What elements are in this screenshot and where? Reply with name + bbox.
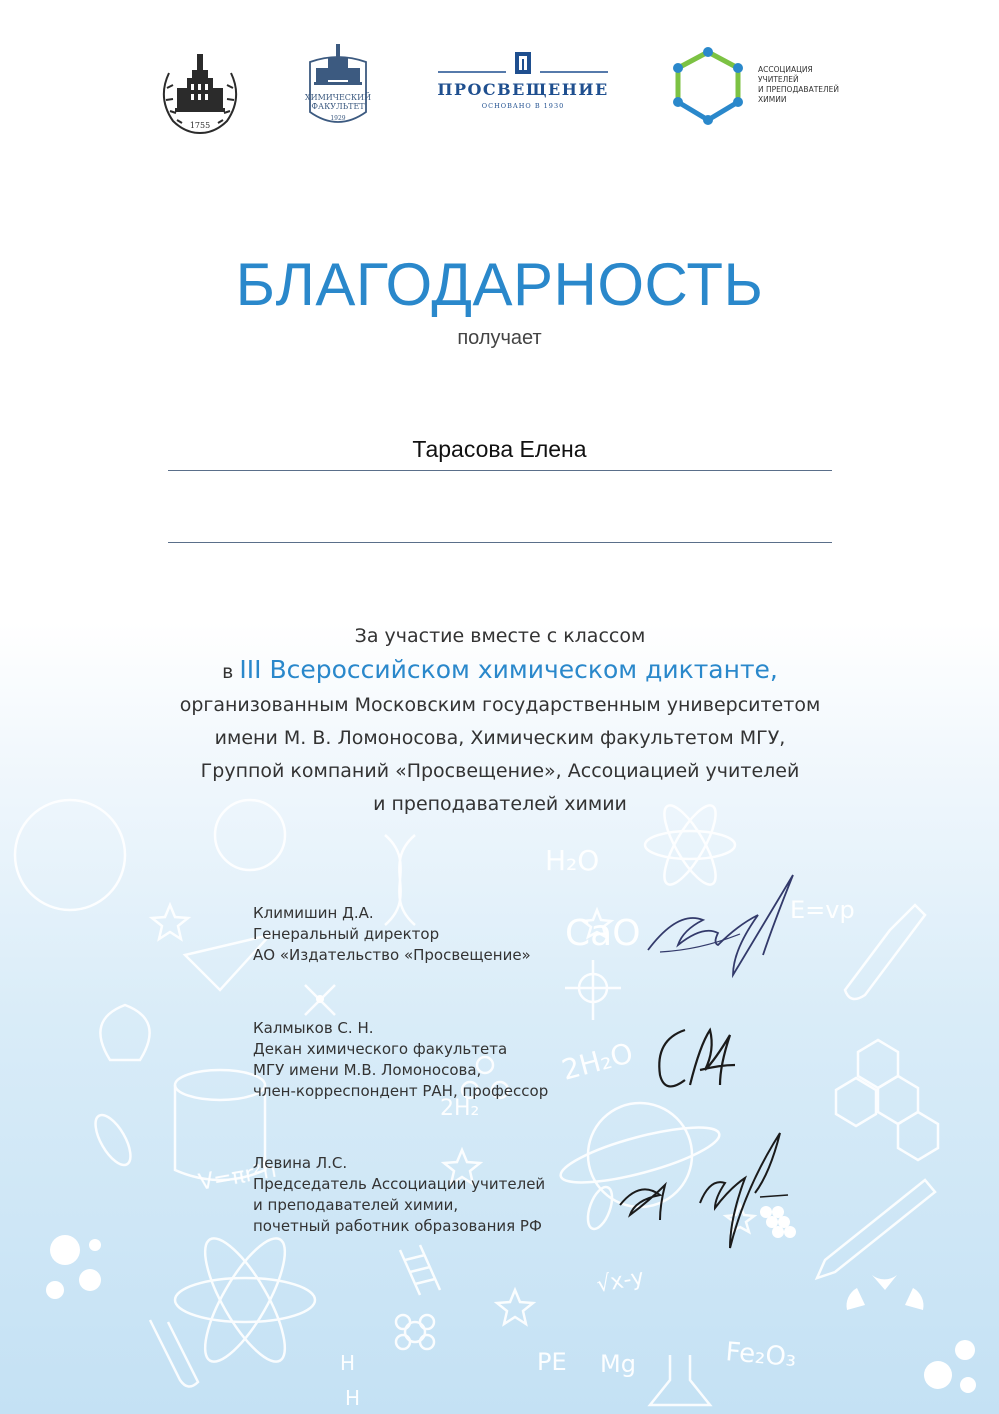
test-tube-icon — [150, 1320, 198, 1387]
flower-icon — [405, 1322, 425, 1342]
cylinder-icon — [175, 1085, 265, 1180]
assoc-line3: И ПРЕПОДАВАТЕЛЕЙ — [758, 85, 840, 94]
doodle-text: 2H₂O — [558, 1036, 637, 1087]
signatory-name: Левина Л.С. — [253, 1154, 348, 1172]
signatory-role: почетный работник образования РФ — [253, 1217, 542, 1235]
signatory-kalmykov — [253, 1018, 548, 1102]
doodle-text: PE — [537, 1348, 567, 1376]
reason-line: Группой компаний «Просвещение», Ассоциацией учителей — [200, 760, 800, 782]
recipient-name: Тарасова Елена — [412, 436, 587, 462]
chemfac-line1: ХИМИЧЕСКИЙ — [304, 93, 372, 102]
signatory-role: и преподавателей химии, — [253, 1196, 459, 1214]
signatory-role: Декан химического факультета — [253, 1040, 508, 1058]
reason-line: За участие вместе с классом — [354, 625, 646, 647]
reason-text — [100, 620, 900, 821]
chemfac-line2: ФАКУЛЬТЕТ — [311, 102, 365, 111]
signatory-role: Председатель Ассоциации учителей — [253, 1175, 546, 1193]
bacteria-icon — [89, 1110, 138, 1170]
pencil-icon — [817, 1180, 935, 1278]
prosv-sub: ОСНОВАНО В 1930 — [481, 102, 565, 110]
logos-row — [0, 40, 999, 135]
star-icon — [152, 905, 188, 939]
plus-icon — [305, 985, 335, 1015]
chemfac-year: 1929 — [330, 115, 346, 122]
lightbulb-icon — [100, 1005, 149, 1060]
signatory-levina — [253, 1153, 545, 1237]
signatory-role: Генеральный директор — [253, 925, 440, 943]
doodle-text: 2H₂ — [440, 1096, 480, 1121]
signature-kalmykov-icon — [650, 1010, 750, 1110]
recipient-underline — [168, 470, 832, 471]
msu-year: 1755 — [189, 121, 211, 130]
test-tube-icon — [845, 905, 925, 999]
certificate-subtitle: получает — [457, 327, 542, 349]
doodle-text: Fe₂O₃ — [724, 1337, 798, 1374]
chemfac-logo-icon — [302, 42, 374, 130]
bacteria-icon — [583, 1184, 617, 1232]
association-logo-icon — [670, 44, 850, 128]
reason-line-highlight — [100, 653, 900, 689]
signatory-name: Калмыков С. Н. — [253, 1019, 374, 1037]
prosveshchenie-logo-icon — [436, 48, 610, 112]
signatory-role: член-корреспондент РАН, профессор — [253, 1082, 549, 1100]
reason-line: имени М. В. Ломоносова, Химическим факультетом МГУ, — [214, 727, 786, 749]
signatory-role: МГУ имени М.В. Ломоносова, — [253, 1061, 482, 1079]
msu-logo-icon — [157, 48, 243, 134]
doodle-text: H — [345, 1386, 361, 1410]
reason-line: и преподавателей химии — [373, 793, 627, 815]
doodle-text: E=vp — [790, 896, 855, 924]
reason-preposition: в — [222, 661, 234, 683]
signatory-klimishin — [253, 903, 531, 966]
hexagon-molecule-icon — [836, 1040, 938, 1160]
reason-line: организованным Московским государственным университетом — [179, 694, 821, 716]
star-icon — [726, 1205, 754, 1232]
radiation-icon — [847, 1275, 924, 1310]
doodle-text: H — [340, 1351, 356, 1375]
prosv-name: ПРОСВЕЩЕНИЕ — [437, 80, 609, 99]
assoc-line2: УЧИТЕЛЕЙ — [758, 75, 799, 84]
assoc-line1: АССОЦИАЦИЯ — [758, 65, 813, 74]
doodle-text: V=πr²h — [196, 1157, 279, 1196]
event-name: III Всероссийском химическом диктанте, — [239, 655, 778, 684]
planet-icon — [588, 1103, 692, 1207]
atom-icon — [175, 1228, 315, 1371]
signature-klimishin-icon — [640, 870, 810, 980]
doodle-text: Mg — [600, 1350, 636, 1378]
certificate-title: БЛАГОДАРНОСТЬ — [235, 251, 764, 318]
doodle-text: CaO — [565, 913, 641, 954]
doodle-text: H₂O — [545, 844, 600, 877]
flask-icon — [650, 1355, 710, 1405]
star-icon — [497, 1290, 533, 1324]
assoc-line4: ХИМИИ — [758, 95, 787, 104]
star-icon — [583, 910, 611, 937]
doodle-text: √x-y — [594, 1265, 646, 1298]
signatory-role: АО «Издательство «Просвещение» — [253, 946, 531, 964]
signature-levina-icon — [610, 1125, 800, 1255]
second-underline — [168, 542, 832, 543]
signatory-name: Климишин Д.А. — [253, 904, 374, 922]
